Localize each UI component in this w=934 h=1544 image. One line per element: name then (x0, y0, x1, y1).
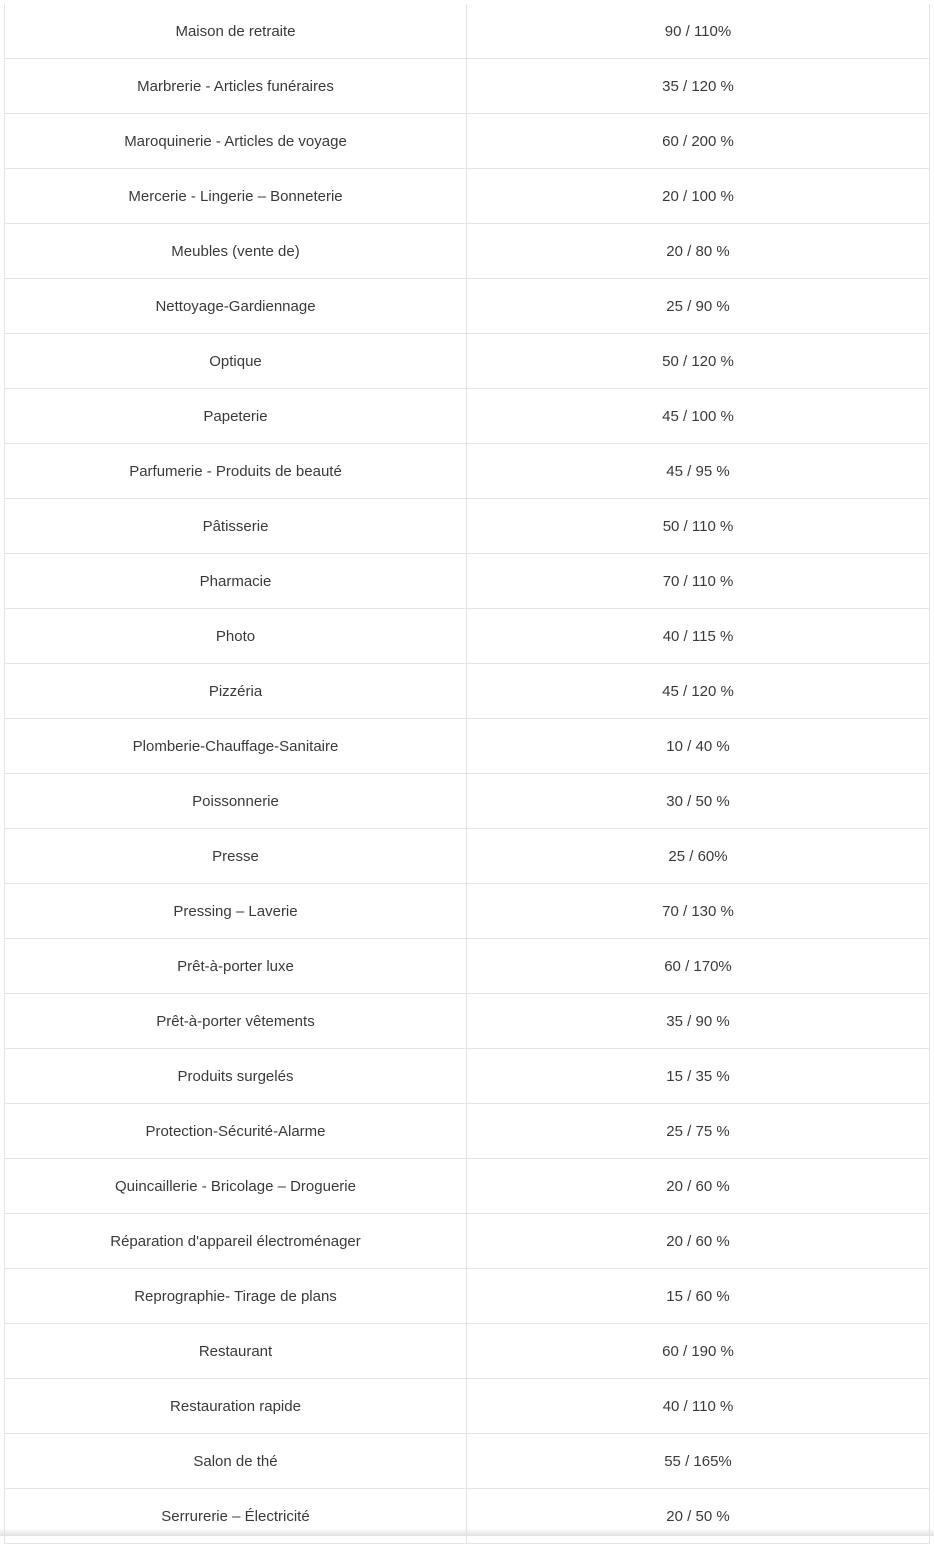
activity-cell: Reprographie- Tirage de plans (5, 1269, 467, 1324)
table-row (5, 279, 930, 334)
activity-cell: Presse (5, 829, 467, 884)
activity-cell: Papeterie (5, 389, 467, 444)
rates-table-container (4, 4, 928, 1544)
table-row (5, 939, 930, 994)
table-row (5, 1434, 930, 1489)
table-row (5, 1379, 930, 1434)
activity-cell: Plomberie-Chauffage-Sanitaire (5, 719, 467, 774)
activity-cell: Meubles (vente de) (5, 224, 467, 279)
rate-cell: 20 / 60 % (467, 1159, 930, 1214)
table-row (5, 224, 930, 279)
rate-cell: 20 / 80 % (467, 224, 930, 279)
rate-cell: 35 / 120 % (467, 59, 930, 114)
activity-cell: Prêt-à-porter vêtements (5, 994, 467, 1049)
table-row (5, 829, 930, 884)
activity-cell: Photo (5, 609, 467, 664)
activity-cell: Marbrerie - Articles funéraires (5, 59, 467, 114)
activity-cell: Produits surgelés (5, 1049, 467, 1104)
rate-cell: 30 / 50 % (467, 774, 930, 829)
rate-cell: 35 / 90 % (467, 994, 930, 1049)
rate-cell: 25 / 60% (467, 829, 930, 884)
table-row (5, 664, 930, 719)
activity-cell: Salon de thé (5, 1434, 467, 1489)
rate-cell: 10 / 40 % (467, 719, 930, 774)
rate-cell: 15 / 60 % (467, 1269, 930, 1324)
table-row (5, 444, 930, 499)
rate-cell: 50 / 120 % (467, 334, 930, 389)
table-row (5, 59, 930, 114)
table-row (5, 499, 930, 554)
rate-cell: 25 / 75 % (467, 1104, 930, 1159)
activity-cell: Maroquinerie - Articles de voyage (5, 114, 467, 169)
activity-cell: Prêt-à-porter luxe (5, 939, 467, 994)
rate-cell: 60 / 200 % (467, 114, 930, 169)
table-row (5, 1269, 930, 1324)
rate-cell: 50 / 110 % (467, 499, 930, 554)
activity-cell: Réparation d'appareil électroménager (5, 1214, 467, 1269)
rate-cell: 90 / 110% (467, 4, 930, 59)
activity-cell: Restauration rapide (5, 1379, 467, 1434)
rate-cell: 55 / 165% (467, 1434, 930, 1489)
table-row (5, 554, 930, 609)
activity-cell: Optique (5, 334, 467, 389)
activity-cell: Maison de retraite (5, 4, 467, 59)
rate-cell: 60 / 190 % (467, 1324, 930, 1379)
table-row (5, 609, 930, 664)
bottom-scroll-shadow (0, 1528, 934, 1536)
rate-cell: 45 / 120 % (467, 664, 930, 719)
rate-cell: 20 / 50 % (467, 1489, 930, 1544)
table-row (5, 4, 930, 59)
rate-cell: 40 / 110 % (467, 1379, 930, 1434)
activity-cell: Protection-Sécurité-Alarme (5, 1104, 467, 1159)
table-row (5, 1049, 930, 1104)
table-row (5, 994, 930, 1049)
rate-cell: 60 / 170% (467, 939, 930, 994)
table-row (5, 1159, 930, 1214)
activity-cell: Pharmacie (5, 554, 467, 609)
table-row (5, 1214, 930, 1269)
activity-cell: Poissonnerie (5, 774, 467, 829)
rate-cell: 45 / 95 % (467, 444, 930, 499)
rate-cell: 20 / 60 % (467, 1214, 930, 1269)
rate-cell: 20 / 100 % (467, 169, 930, 224)
activity-cell: Parfumerie - Produits de beauté (5, 444, 467, 499)
activity-cell: Pizzéria (5, 664, 467, 719)
table-row (5, 884, 930, 939)
rates-table-body (5, 4, 930, 1544)
table-row (5, 334, 930, 389)
activity-cell: Nettoyage-Gardiennage (5, 279, 467, 334)
rate-cell: 25 / 90 % (467, 279, 930, 334)
activity-cell: Quincaillerie - Bricolage – Droguerie (5, 1159, 467, 1214)
activity-cell: Pressing – Laverie (5, 884, 467, 939)
activity-cell: Serrurerie – Électricité (5, 1489, 467, 1544)
activity-cell: Mercerie - Lingerie – Bonneterie (5, 169, 467, 224)
table-row (5, 719, 930, 774)
rate-cell: 70 / 110 % (467, 554, 930, 609)
table-row (5, 1104, 930, 1159)
rates-table (4, 4, 930, 1544)
rate-cell: 15 / 35 % (467, 1049, 930, 1104)
rate-cell: 40 / 115 % (467, 609, 930, 664)
rate-cell: 70 / 130 % (467, 884, 930, 939)
rate-cell: 45 / 100 % (467, 389, 930, 444)
table-row (5, 169, 930, 224)
table-row (5, 114, 930, 169)
table-row (5, 389, 930, 444)
table-row (5, 1324, 930, 1379)
activity-cell: Pâtisserie (5, 499, 467, 554)
table-row (5, 774, 930, 829)
activity-cell: Restaurant (5, 1324, 467, 1379)
